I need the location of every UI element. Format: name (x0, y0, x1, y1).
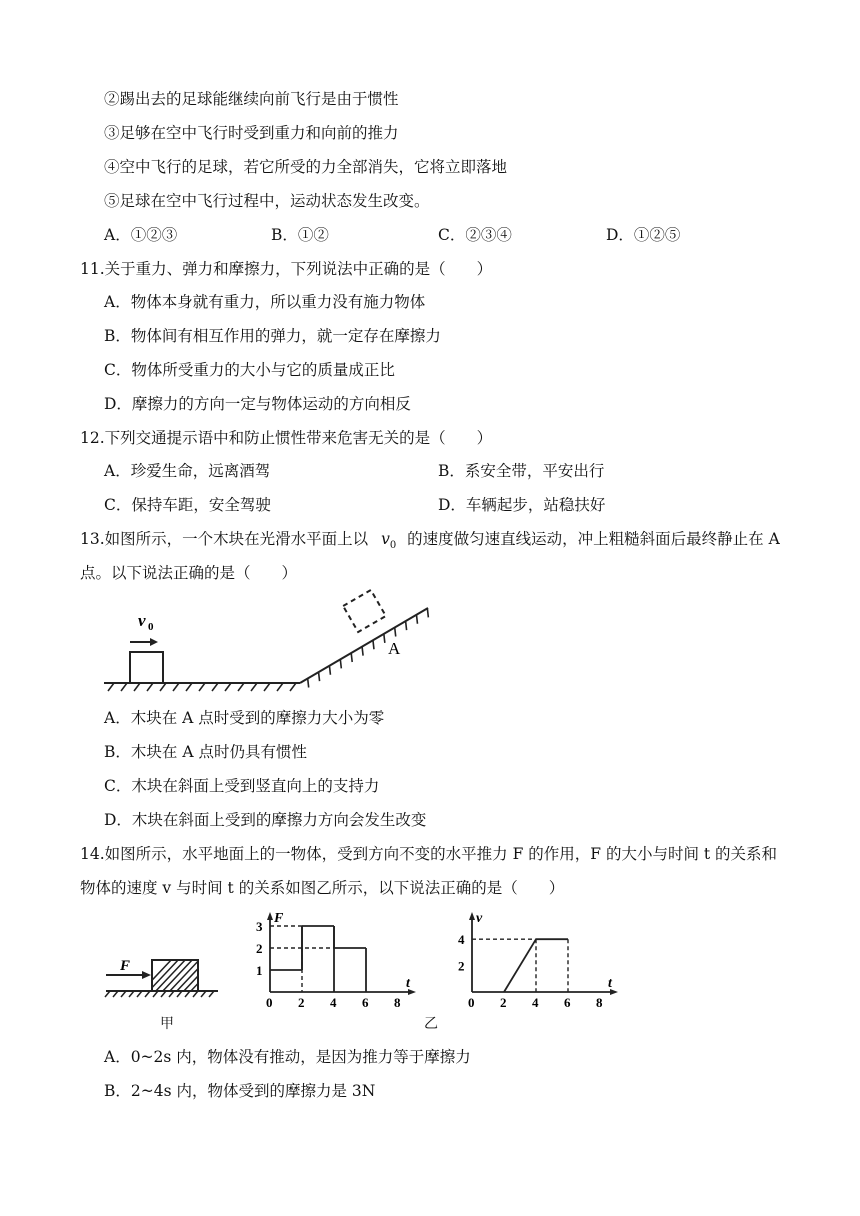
ground-hatch-mark (251, 683, 257, 691)
slope-hatch-mark (362, 647, 363, 656)
ground-hatch-mark (277, 683, 283, 691)
y-axis-arrow (267, 912, 273, 920)
slope-hatch-mark (319, 672, 320, 681)
slope-hatch-mark (308, 679, 309, 688)
y-tick-label: 2 (458, 958, 465, 974)
force-arrow (142, 971, 151, 979)
x-axis-label: t (406, 976, 410, 991)
slope-hatch-mark (416, 615, 417, 624)
ground-hatch-mark (290, 683, 296, 691)
ground-hatch-mark (186, 683, 192, 691)
chart-velocity-time-svg (450, 910, 610, 1010)
q13-option-b: B．木块在 A 点时仍具有惯性 (104, 743, 307, 761)
q14-option-a: A．0~2s 内，物体没有推动，是因为推力等于摩擦力 (104, 1048, 471, 1066)
q13-stem-line2: 点。以下说法正确的是（ ） (80, 564, 298, 582)
q13-option-a: A．木块在 A 点时受到的摩擦力大小为零 (104, 709, 385, 727)
ground-hatch-mark (160, 683, 166, 691)
q13-stem-a: 13.如图所示，一个木块在光滑水平面上以 (80, 530, 369, 548)
slope-hatch-mark (384, 634, 385, 643)
slope-hatch-mark (351, 653, 352, 662)
x-tick-label: 6 (362, 995, 369, 1010)
x-tick-label: 6 (564, 995, 571, 1010)
x-tick-label: 4 (532, 995, 539, 1010)
slope-hatch-mark (373, 640, 374, 649)
block-hatch-mark (196, 958, 229, 993)
q12-option-c: C．保持车距，安全驾驶 (104, 496, 271, 514)
ground-hatch-mark (173, 683, 179, 691)
q10-item-4: ④空中飞行的足球，若它所受的力全部消失，它将立即落地 (104, 158, 508, 176)
x-tick-label: 0 (266, 995, 273, 1010)
velocity-sub: 0 (148, 621, 154, 633)
q13-incline-figure (100, 596, 440, 696)
velocity-label: v (138, 611, 146, 630)
q10-option-b: B．①② (271, 226, 329, 244)
q10-option-c: C．②③④ (438, 226, 512, 244)
q12-stem: 12.下列交通提示语中和防止惯性带来危害无关的是（ ） (80, 429, 493, 447)
ground-hatch-mark (238, 683, 244, 691)
q14-option-b: B．2~4s 内，物体受到的摩擦力是 3N (104, 1082, 376, 1100)
q13-incline-svg (100, 596, 440, 696)
ground-hatch-mark (212, 683, 218, 691)
q11-option-d: D．摩擦力的方向一定与物体运动的方向相反 (104, 395, 411, 413)
slope-hatch-mark (340, 659, 341, 668)
q10-item-5: ⑤足球在空中飞行过程中，运动状态发生改变。 (104, 192, 430, 210)
q10-item-2: ②踢出去的足球能继续向前飞行是由于惯性 (104, 90, 399, 108)
ground-hatch-mark (199, 683, 205, 691)
y-tick-label: 4 (458, 932, 465, 948)
q11-stem: 11.关于重力、弹力和摩擦力，下列说法中正确的是（ ） (80, 260, 493, 278)
q12-option-a: A．珍爱生命，远离酒驾 (104, 462, 271, 480)
chart-velocity-time (450, 910, 610, 1010)
x-tick-label: 0 (468, 995, 475, 1010)
ground-hatch-mark (108, 683, 114, 691)
y-tick-label: 2 (256, 941, 263, 956)
q10-item-3: ③足够在空中飞行时受到重力和向前的推力 (104, 124, 399, 142)
y-axis-label: v (476, 911, 483, 926)
q13-option-c: C．木块在斜面上受到竖直向上的支持力 (104, 777, 380, 795)
force-label: F (120, 958, 131, 974)
velocity-arrow (150, 638, 158, 646)
ground-hatch-mark (147, 683, 153, 691)
q14-stem-line2: 物体的速度 v 与时间 t 的关系如图乙所示，以下说法正确的是（ ） (80, 879, 565, 897)
dashed-block (343, 590, 386, 632)
chart-force-time-svg (248, 910, 408, 1010)
q10-option-a: A．①②③ (104, 226, 178, 244)
slope-hatch-mark (395, 628, 396, 637)
x-tick-label: 8 (596, 995, 603, 1010)
slope-hatch-mark (406, 621, 407, 630)
x-tick-label: 8 (394, 995, 401, 1010)
y-axis-arrow (469, 912, 475, 920)
q11-option-c: C．物体所受重力的大小与它的质量成正比 (104, 361, 395, 379)
block-hatch-mark (203, 958, 236, 993)
x-axis-label: t (608, 976, 612, 991)
ground-hatch-mark (225, 683, 231, 691)
q11-option-b: B．物体间有相互作用的弹力，就一定存在摩擦力 (104, 327, 441, 345)
ground-hatch-mark (264, 683, 270, 691)
q11-option-a: A．物体本身就有重力，所以重力没有施力物体 (104, 293, 426, 311)
ground-hatch-mark (134, 683, 140, 691)
q14-fig-jia-svg (100, 950, 225, 1000)
chart-force-time (248, 910, 408, 1010)
slope-hatch-mark (329, 666, 330, 675)
block (130, 652, 163, 683)
x-tick-label: 4 (330, 995, 337, 1010)
x-tick-label: 2 (500, 995, 507, 1010)
y-tick-label: 3 (256, 919, 263, 934)
q12-option-d: D．车辆起步，站稳扶好 (438, 496, 606, 514)
slope-hatch-mark (427, 608, 428, 617)
q12-option-b: B．系安全带，平安出行 (438, 462, 605, 480)
q14-stem-line1: 14.如图所示，水平地面上的一物体，受到方向不变的水平推力 F 的作用，F 的大小与时间 t 的关系和 (80, 845, 778, 863)
point-a-label: A (388, 639, 401, 658)
velocity-segment (504, 939, 536, 992)
caption-jia: 甲 (160, 1016, 174, 1032)
q14-fig-jia (100, 950, 225, 1000)
q13-option-d: D．木块在斜面上受到的摩擦力方向会发生改变 (104, 811, 427, 829)
y-axis-label: F (274, 911, 284, 926)
q13-stem-b: 的速度做匀速直线运动，冲上粗糙斜面后最终静止在 A (407, 530, 780, 548)
x-tick-label: 2 (298, 995, 305, 1010)
q13-v0-sub: 0 (389, 540, 397, 552)
caption-yi: 乙 (424, 1016, 438, 1032)
q13-stem-line1 (80, 529, 780, 556)
q13-v0-letter: v (381, 530, 390, 548)
y-tick-label: 1 (256, 963, 263, 978)
q13-v0-symbol (381, 530, 397, 552)
q10-option-d: D．①②⑤ (606, 226, 681, 244)
ground-hatch-mark (121, 683, 127, 691)
